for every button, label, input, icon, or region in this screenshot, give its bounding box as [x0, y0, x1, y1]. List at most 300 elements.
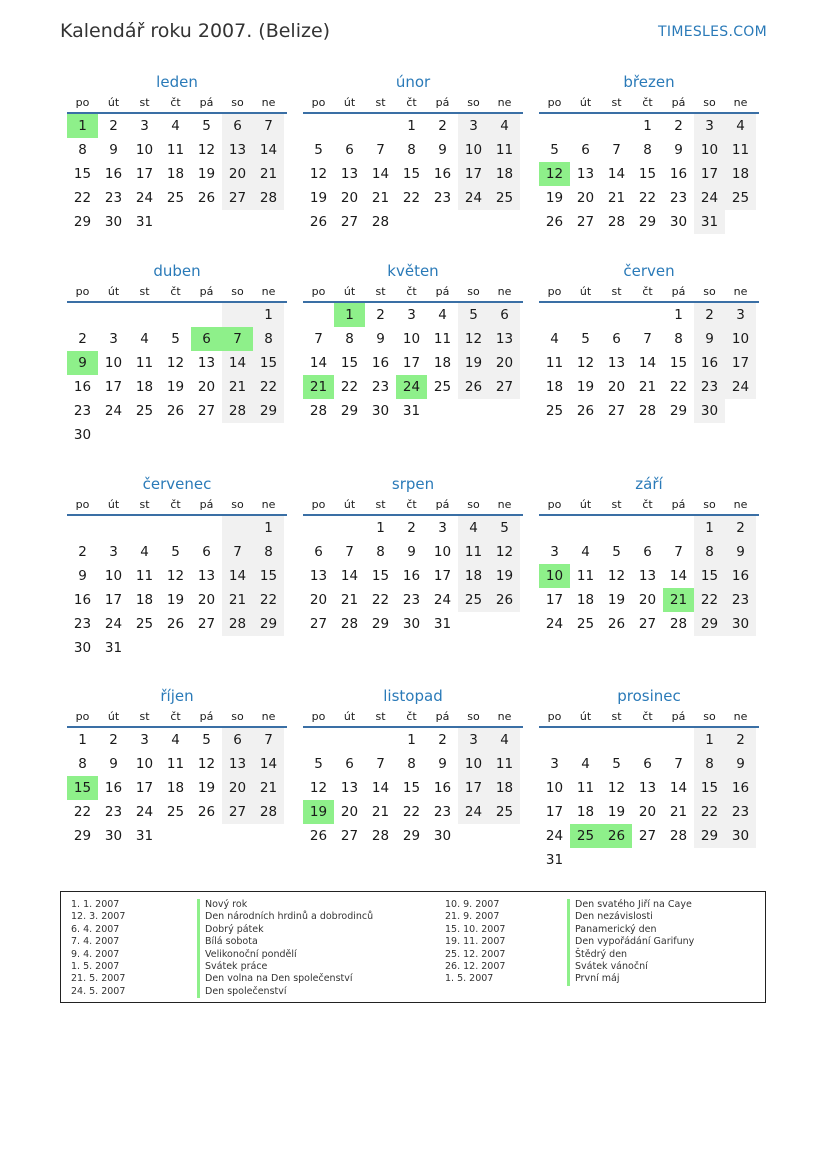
day-cell[interactable]: 24	[396, 375, 427, 399]
day-cell[interactable]: 24	[545, 828, 564, 844]
day-cell[interactable]: 11	[433, 331, 452, 347]
day-cell[interactable]: 29	[73, 828, 92, 844]
day-cell[interactable]: 28	[669, 616, 688, 632]
day-cell[interactable]: 13	[489, 327, 520, 351]
day-cell[interactable]: 20	[638, 592, 657, 608]
day-cell[interactable]: 12	[539, 162, 570, 186]
day-cell[interactable]: 4	[438, 307, 447, 323]
day-cell[interactable]: 4	[581, 756, 590, 772]
day-cell[interactable]: 3	[438, 520, 447, 536]
day-cell[interactable]: 27	[197, 403, 216, 419]
day-cell[interactable]: 17	[545, 804, 564, 820]
day-cell[interactable]: 23	[669, 190, 688, 206]
day-cell[interactable]: 29	[402, 828, 421, 844]
day-cell[interactable]: 7	[253, 728, 284, 752]
day-cell[interactable]: 22	[253, 375, 284, 399]
day-cell[interactable]: 12	[576, 355, 595, 371]
day-cell[interactable]: 17	[135, 780, 154, 796]
day-cell[interactable]: 10	[458, 752, 489, 776]
day-cell[interactable]: 23	[104, 804, 123, 820]
day-cell[interactable]: 3	[458, 114, 489, 138]
day-cell[interactable]: 5	[171, 331, 180, 347]
day-cell[interactable]: 10	[545, 780, 564, 796]
day-cell[interactable]: 3	[109, 544, 118, 560]
day-cell[interactable]: 5	[314, 756, 323, 772]
day-cell[interactable]: 16	[433, 166, 452, 182]
day-cell[interactable]: 1	[694, 728, 725, 752]
day-cell[interactable]: 3	[550, 544, 559, 560]
day-cell[interactable]: 15	[694, 776, 725, 800]
day-cell[interactable]: 12	[489, 540, 520, 564]
day-cell[interactable]: 4	[458, 516, 489, 540]
day-cell[interactable]: 27	[607, 403, 626, 419]
day-cell[interactable]: 26	[545, 214, 564, 230]
brand-logo[interactable]: TIMESLES.COM	[658, 24, 767, 40]
day-cell[interactable]: 17	[545, 592, 564, 608]
day-cell[interactable]: 20	[340, 804, 359, 820]
day-cell[interactable]: 23	[725, 588, 756, 612]
day-cell[interactable]: 9	[78, 568, 87, 584]
day-cell[interactable]: 2	[725, 516, 756, 540]
day-cell[interactable]: 1	[334, 303, 365, 327]
day-cell[interactable]: 13	[638, 780, 657, 796]
day-cell[interactable]: 20	[222, 162, 253, 186]
day-cell[interactable]: 31	[135, 828, 154, 844]
day-cell[interactable]: 11	[545, 355, 564, 371]
day-cell[interactable]: 16	[73, 592, 92, 608]
day-cell[interactable]: 22	[638, 190, 657, 206]
day-cell[interactable]: 26	[197, 804, 216, 820]
day-cell[interactable]: 25	[570, 824, 601, 848]
day-cell[interactable]: 30	[104, 214, 123, 230]
day-cell[interactable]: 28	[253, 186, 284, 210]
day-cell[interactable]: 27	[340, 214, 359, 230]
day-cell[interactable]: 6	[489, 303, 520, 327]
day-cell[interactable]: 7	[222, 327, 253, 351]
day-cell[interactable]: 17	[104, 379, 123, 395]
day-cell[interactable]: 30	[725, 824, 756, 848]
day-cell[interactable]: 1	[253, 303, 284, 327]
day-cell[interactable]: 29	[638, 214, 657, 230]
day-cell[interactable]: 14	[371, 780, 390, 796]
day-cell[interactable]: 31	[694, 210, 725, 234]
day-cell[interactable]: 6	[581, 142, 590, 158]
day-cell[interactable]: 23	[725, 800, 756, 824]
day-cell[interactable]: 17	[135, 166, 154, 182]
day-cell[interactable]: 9	[407, 544, 416, 560]
day-cell[interactable]: 12	[197, 142, 216, 158]
day-cell[interactable]: 16	[104, 166, 123, 182]
day-cell[interactable]: 20	[489, 351, 520, 375]
day-cell[interactable]: 27	[197, 616, 216, 632]
day-cell[interactable]: 15	[340, 355, 359, 371]
day-cell[interactable]: 24	[135, 190, 154, 206]
day-cell[interactable]: 14	[371, 166, 390, 182]
day-cell[interactable]: 22	[694, 800, 725, 824]
day-cell[interactable]: 30	[73, 427, 92, 443]
day-cell[interactable]: 22	[73, 804, 92, 820]
day-cell[interactable]: 21	[371, 190, 390, 206]
day-cell[interactable]: 9	[67, 351, 98, 375]
day-cell[interactable]: 19	[303, 800, 334, 824]
day-cell[interactable]: 2	[109, 118, 118, 134]
day-cell[interactable]: 21	[303, 375, 334, 399]
day-cell[interactable]: 18	[545, 379, 564, 395]
day-cell[interactable]: 7	[674, 544, 683, 560]
day-cell[interactable]: 31	[402, 403, 421, 419]
day-cell[interactable]: 19	[166, 592, 185, 608]
day-cell[interactable]: 26	[607, 616, 626, 632]
day-cell[interactable]: 28	[309, 403, 328, 419]
day-cell[interactable]: 15	[253, 564, 284, 588]
day-cell[interactable]: 8	[694, 540, 725, 564]
day-cell[interactable]: 15	[402, 166, 421, 182]
day-cell[interactable]: 1	[78, 732, 87, 748]
day-cell[interactable]: 30	[104, 828, 123, 844]
day-cell[interactable]: 25	[489, 800, 520, 824]
day-cell[interactable]: 28	[638, 403, 657, 419]
day-cell[interactable]: 14	[669, 780, 688, 796]
day-cell[interactable]: 7	[612, 142, 621, 158]
day-cell[interactable]: 25	[576, 616, 595, 632]
day-cell[interactable]: 2	[78, 544, 87, 560]
day-cell[interactable]: 30	[402, 616, 421, 632]
day-cell[interactable]: 2	[109, 732, 118, 748]
day-cell[interactable]: 13	[222, 138, 253, 162]
day-cell[interactable]: 5	[489, 516, 520, 540]
day-cell[interactable]: 18	[489, 776, 520, 800]
day-cell[interactable]: 4	[725, 114, 756, 138]
day-cell[interactable]: 23	[694, 375, 725, 399]
day-cell[interactable]: 24	[135, 804, 154, 820]
day-cell[interactable]: 10	[725, 327, 756, 351]
day-cell[interactable]: 15	[669, 355, 688, 371]
day-cell[interactable]: 1	[643, 118, 652, 134]
day-cell[interactable]: 24	[104, 616, 123, 632]
day-cell[interactable]: 6	[345, 756, 354, 772]
day-cell[interactable]: 11	[166, 142, 185, 158]
day-cell[interactable]: 20	[197, 592, 216, 608]
day-cell[interactable]: 6	[202, 544, 211, 560]
day-cell[interactable]: 1	[674, 307, 683, 323]
day-cell[interactable]: 25	[433, 379, 452, 395]
day-cell[interactable]: 9	[438, 756, 447, 772]
day-cell[interactable]: 12	[309, 780, 328, 796]
day-cell[interactable]: 31	[433, 616, 452, 632]
day-cell[interactable]: 13	[340, 780, 359, 796]
day-cell[interactable]: 6	[191, 327, 222, 351]
day-cell[interactable]: 26	[489, 588, 520, 612]
day-cell[interactable]: 26	[166, 403, 185, 419]
day-cell[interactable]: 18	[458, 564, 489, 588]
day-cell[interactable]: 17	[458, 776, 489, 800]
day-cell[interactable]: 18	[725, 162, 756, 186]
day-cell[interactable]: 21	[607, 190, 626, 206]
day-cell[interactable]: 16	[725, 776, 756, 800]
day-cell[interactable]: 22	[669, 379, 688, 395]
day-cell[interactable]: 11	[725, 138, 756, 162]
day-cell[interactable]: 19	[197, 166, 216, 182]
day-cell[interactable]: 12	[166, 568, 185, 584]
day-cell[interactable]: 20	[197, 379, 216, 395]
day-cell[interactable]: 21	[222, 588, 253, 612]
day-cell[interactable]: 16	[73, 379, 92, 395]
day-cell[interactable]: 18	[135, 592, 154, 608]
day-cell[interactable]: 11	[166, 756, 185, 772]
day-cell[interactable]: 26	[309, 828, 328, 844]
day-cell[interactable]: 23	[371, 379, 390, 395]
day-cell[interactable]: 7	[253, 114, 284, 138]
day-cell[interactable]: 9	[694, 327, 725, 351]
day-cell[interactable]: 28	[253, 800, 284, 824]
day-cell[interactable]: 19	[545, 190, 564, 206]
day-cell[interactable]: 25	[135, 403, 154, 419]
day-cell[interactable]: 30	[433, 828, 452, 844]
day-cell[interactable]: 17	[433, 568, 452, 584]
day-cell[interactable]: 5	[612, 544, 621, 560]
day-cell[interactable]: 21	[253, 162, 284, 186]
day-cell[interactable]: 5	[550, 142, 559, 158]
day-cell[interactable]: 13	[197, 568, 216, 584]
day-cell[interactable]: 13	[638, 568, 657, 584]
day-cell[interactable]: 5	[314, 142, 323, 158]
day-cell[interactable]: 22	[694, 588, 725, 612]
day-cell[interactable]: 8	[376, 544, 385, 560]
day-cell[interactable]: 7	[222, 540, 253, 564]
day-cell[interactable]: 8	[253, 327, 284, 351]
day-cell[interactable]: 30	[694, 399, 725, 423]
day-cell[interactable]: 19	[576, 379, 595, 395]
day-cell[interactable]: 15	[638, 166, 657, 182]
day-cell[interactable]: 2	[438, 118, 447, 134]
day-cell[interactable]: 13	[197, 355, 216, 371]
day-cell[interactable]: 26	[576, 403, 595, 419]
day-cell[interactable]: 21	[663, 588, 694, 612]
day-cell[interactable]: 26	[309, 214, 328, 230]
day-cell[interactable]: 5	[581, 331, 590, 347]
day-cell[interactable]: 1	[407, 118, 416, 134]
day-cell[interactable]: 19	[309, 190, 328, 206]
day-cell[interactable]: 10	[104, 568, 123, 584]
day-cell[interactable]: 7	[643, 331, 652, 347]
day-cell[interactable]: 12	[607, 780, 626, 796]
day-cell[interactable]: 8	[78, 142, 87, 158]
day-cell[interactable]: 16	[669, 166, 688, 182]
day-cell[interactable]: 14	[222, 351, 253, 375]
day-cell[interactable]: 11	[489, 752, 520, 776]
day-cell[interactable]: 16	[371, 355, 390, 371]
day-cell[interactable]: 6	[222, 114, 253, 138]
day-cell[interactable]: 16	[402, 568, 421, 584]
day-cell[interactable]: 3	[140, 118, 149, 134]
day-cell[interactable]: 29	[253, 399, 284, 423]
day-cell[interactable]: 8	[643, 142, 652, 158]
day-cell[interactable]: 18	[576, 804, 595, 820]
day-cell[interactable]: 6	[612, 331, 621, 347]
day-cell[interactable]: 31	[135, 214, 154, 230]
day-cell[interactable]: 8	[694, 752, 725, 776]
day-cell[interactable]: 4	[171, 118, 180, 134]
day-cell[interactable]: 27	[222, 186, 253, 210]
day-cell[interactable]: 2	[407, 520, 416, 536]
day-cell[interactable]: 14	[638, 355, 657, 371]
day-cell[interactable]: 3	[109, 331, 118, 347]
day-cell[interactable]: 24	[458, 186, 489, 210]
day-cell[interactable]: 12	[607, 568, 626, 584]
day-cell[interactable]: 21	[638, 379, 657, 395]
day-cell[interactable]: 3	[725, 303, 756, 327]
day-cell[interactable]: 15	[371, 568, 390, 584]
day-cell[interactable]: 26	[601, 824, 632, 848]
day-cell[interactable]: 10	[458, 138, 489, 162]
day-cell[interactable]: 10	[135, 142, 154, 158]
day-cell[interactable]: 11	[489, 138, 520, 162]
day-cell[interactable]: 6	[643, 756, 652, 772]
day-cell[interactable]: 15	[253, 351, 284, 375]
day-cell[interactable]: 1	[67, 114, 98, 138]
day-cell[interactable]: 23	[433, 804, 452, 820]
day-cell[interactable]: 31	[545, 852, 564, 868]
day-cell[interactable]: 30	[725, 612, 756, 636]
day-cell[interactable]: 25	[166, 804, 185, 820]
day-cell[interactable]: 21	[340, 592, 359, 608]
day-cell[interactable]: 11	[576, 780, 595, 796]
day-cell[interactable]: 22	[253, 588, 284, 612]
day-cell[interactable]: 5	[458, 303, 489, 327]
day-cell[interactable]: 24	[694, 186, 725, 210]
day-cell[interactable]: 24	[433, 592, 452, 608]
day-cell[interactable]: 6	[314, 544, 323, 560]
day-cell[interactable]: 2	[78, 331, 87, 347]
day-cell[interactable]: 12	[166, 355, 185, 371]
day-cell[interactable]: 16	[104, 780, 123, 796]
day-cell[interactable]: 23	[73, 616, 92, 632]
day-cell[interactable]: 13	[309, 568, 328, 584]
day-cell[interactable]: 4	[140, 331, 149, 347]
day-cell[interactable]: 23	[104, 190, 123, 206]
day-cell[interactable]: 18	[489, 162, 520, 186]
day-cell[interactable]: 13	[607, 355, 626, 371]
day-cell[interactable]: 6	[222, 728, 253, 752]
day-cell[interactable]: 9	[725, 540, 756, 564]
day-cell[interactable]: 8	[674, 331, 683, 347]
day-cell[interactable]: 28	[669, 828, 688, 844]
day-cell[interactable]: 25	[166, 190, 185, 206]
day-cell[interactable]: 25	[489, 186, 520, 210]
day-cell[interactable]: 22	[402, 190, 421, 206]
day-cell[interactable]: 11	[135, 568, 154, 584]
day-cell[interactable]: 16	[694, 351, 725, 375]
day-cell[interactable]: 8	[78, 756, 87, 772]
day-cell[interactable]: 10	[539, 564, 570, 588]
day-cell[interactable]: 27	[340, 828, 359, 844]
day-cell[interactable]: 9	[109, 756, 118, 772]
day-cell[interactable]: 21	[371, 804, 390, 820]
day-cell[interactable]: 4	[550, 331, 559, 347]
day-cell[interactable]: 24	[545, 616, 564, 632]
day-cell[interactable]: 30	[669, 214, 688, 230]
day-cell[interactable]: 17	[402, 355, 421, 371]
day-cell[interactable]: 16	[725, 564, 756, 588]
day-cell[interactable]: 28	[371, 214, 390, 230]
day-cell[interactable]: 14	[309, 355, 328, 371]
day-cell[interactable]: 28	[340, 616, 359, 632]
day-cell[interactable]: 14	[607, 166, 626, 182]
day-cell[interactable]: 7	[314, 331, 323, 347]
day-cell[interactable]: 26	[197, 190, 216, 206]
day-cell[interactable]: 30	[371, 403, 390, 419]
day-cell[interactable]: 2	[694, 303, 725, 327]
day-cell[interactable]: 10	[433, 544, 452, 560]
day-cell[interactable]: 12	[309, 166, 328, 182]
day-cell[interactable]: 18	[166, 780, 185, 796]
day-cell[interactable]: 10	[135, 756, 154, 772]
day-cell[interactable]: 20	[607, 379, 626, 395]
day-cell[interactable]: 14	[669, 568, 688, 584]
day-cell[interactable]: 20	[576, 190, 595, 206]
day-cell[interactable]: 1	[253, 516, 284, 540]
day-cell[interactable]: 16	[433, 780, 452, 796]
day-cell[interactable]: 7	[376, 142, 385, 158]
day-cell[interactable]: 23	[433, 190, 452, 206]
day-cell[interactable]: 5	[202, 118, 211, 134]
day-cell[interactable]: 19	[197, 780, 216, 796]
day-cell[interactable]: 23	[73, 403, 92, 419]
day-cell[interactable]: 3	[550, 756, 559, 772]
day-cell[interactable]: 26	[458, 375, 489, 399]
day-cell[interactable]: 27	[576, 214, 595, 230]
day-cell[interactable]: 10	[694, 138, 725, 162]
day-cell[interactable]: 21	[253, 776, 284, 800]
day-cell[interactable]: 28	[371, 828, 390, 844]
day-cell[interactable]: 5	[202, 732, 211, 748]
day-cell[interactable]: 3	[140, 732, 149, 748]
day-cell[interactable]: 17	[458, 162, 489, 186]
day-cell[interactable]: 31	[104, 640, 123, 656]
day-cell[interactable]: 8	[345, 331, 354, 347]
day-cell[interactable]: 9	[725, 752, 756, 776]
day-cell[interactable]: 9	[109, 142, 118, 158]
day-cell[interactable]: 6	[643, 544, 652, 560]
day-cell[interactable]: 27	[638, 616, 657, 632]
day-cell[interactable]: 23	[402, 592, 421, 608]
day-cell[interactable]: 6	[345, 142, 354, 158]
day-cell[interactable]: 14	[222, 564, 253, 588]
day-cell[interactable]: 29	[73, 214, 92, 230]
day-cell[interactable]: 25	[545, 403, 564, 419]
day-cell[interactable]: 12	[197, 756, 216, 772]
day-cell[interactable]: 17	[104, 592, 123, 608]
day-cell[interactable]: 20	[340, 190, 359, 206]
day-cell[interactable]: 15	[694, 564, 725, 588]
day-cell[interactable]: 28	[607, 214, 626, 230]
day-cell[interactable]: 20	[222, 776, 253, 800]
day-cell[interactable]: 19	[607, 804, 626, 820]
day-cell[interactable]: 25	[135, 616, 154, 632]
day-cell[interactable]: 29	[694, 824, 725, 848]
day-cell[interactable]: 22	[402, 804, 421, 820]
day-cell[interactable]: 2	[438, 732, 447, 748]
day-cell[interactable]: 7	[345, 544, 354, 560]
day-cell[interactable]: 21	[222, 375, 253, 399]
day-cell[interactable]: 17	[725, 351, 756, 375]
day-cell[interactable]: 21	[669, 804, 688, 820]
day-cell[interactable]: 10	[402, 331, 421, 347]
day-cell[interactable]: 17	[694, 162, 725, 186]
day-cell[interactable]: 11	[135, 355, 154, 371]
day-cell[interactable]: 15	[73, 166, 92, 182]
day-cell[interactable]: 13	[340, 166, 359, 182]
